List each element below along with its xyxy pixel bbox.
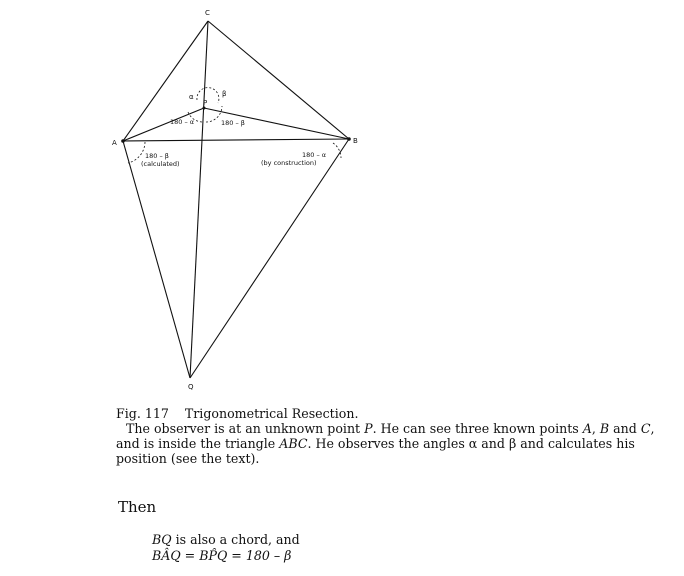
point-dot-a bbox=[121, 139, 125, 143]
arc-b bbox=[333, 143, 341, 158]
label-p-left: 180 – α bbox=[170, 118, 195, 126]
label-beta: β bbox=[222, 90, 227, 98]
label-a-note: (calculated) bbox=[141, 160, 180, 168]
line-cq bbox=[190, 21, 208, 378]
label-p: P bbox=[203, 99, 208, 107]
figure-caption bbox=[116, 406, 656, 466]
line-aq bbox=[123, 141, 190, 378]
label-b-angle: 180 – α bbox=[302, 151, 327, 159]
label-a-angle: 180 – β bbox=[145, 152, 169, 160]
arc-beta bbox=[197, 88, 219, 103]
math-line-1: BQ is also a chord, and bbox=[152, 532, 300, 547]
label-b: B bbox=[353, 137, 358, 145]
label-c: C bbox=[205, 9, 210, 17]
line-bq bbox=[190, 139, 349, 378]
then-heading: Then bbox=[118, 498, 157, 516]
label-p-right: 180 – β bbox=[221, 119, 245, 127]
label-b-note: (by construction) bbox=[261, 159, 317, 167]
line-ab bbox=[123, 139, 349, 141]
label-q: Q bbox=[188, 383, 194, 391]
line-ac bbox=[123, 21, 208, 141]
point-dot-b bbox=[347, 137, 351, 141]
caption-body: The observer is at an unknown point P. He can see three known points A, B and C, and is inside the triangle ABC. He observes the angles α and β and calculates his position (see the text). bbox=[116, 421, 655, 466]
label-a: A bbox=[112, 139, 117, 147]
label-alpha: α bbox=[189, 93, 194, 101]
math-line-2: BÂQ = BP̂Q = 180 – β bbox=[152, 548, 292, 563]
figure-number: Fig. 117 bbox=[116, 406, 169, 421]
math-block bbox=[152, 532, 300, 564]
figure-title: Trigonometrical Resection. bbox=[184, 406, 359, 421]
